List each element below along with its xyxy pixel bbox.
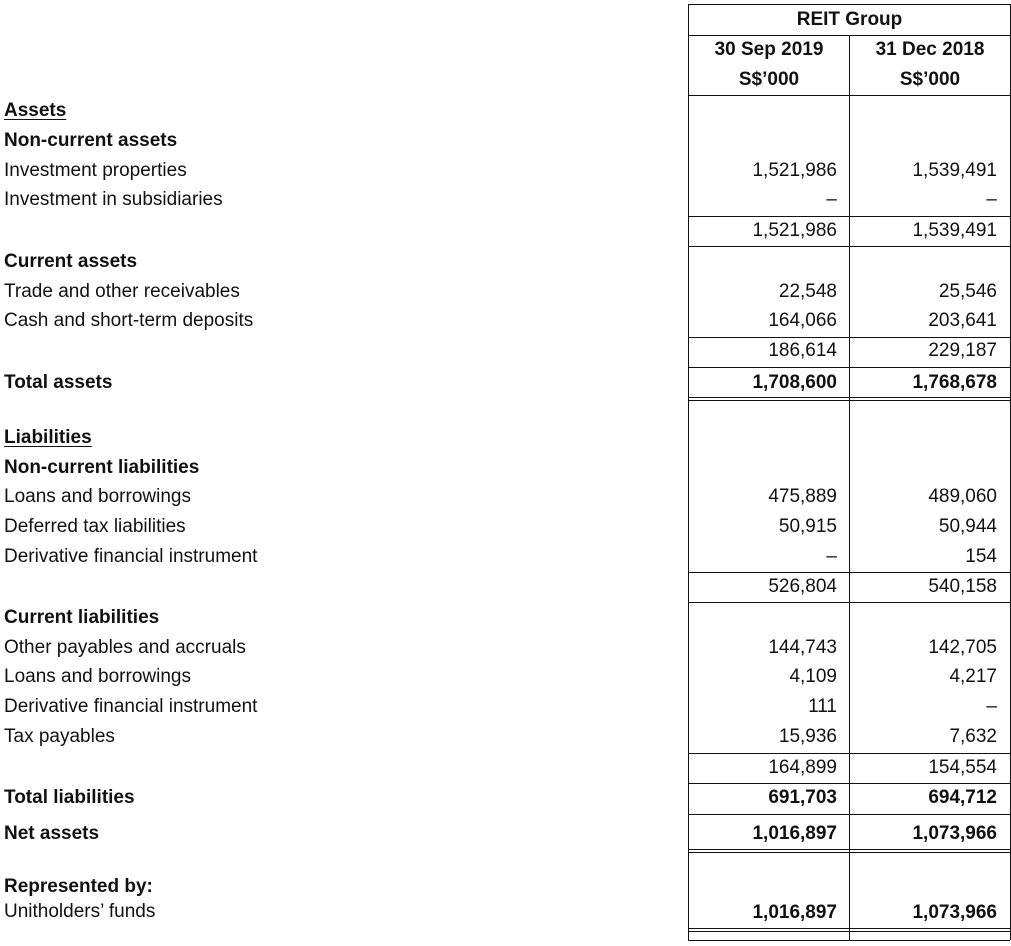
rule-noncurrent-assets-bottom [688, 246, 1010, 247]
other-payables-label: Other payables and accruals [4, 637, 246, 658]
investment-subsidiaries-value-2019: – [826, 189, 837, 210]
noncurrent-assets-subtotal-2019: 1,521,986 [752, 220, 837, 241]
tax-payables-value-2018: 7,632 [949, 726, 997, 747]
noncurrent-liabilities-subtotal-2018: 540,158 [928, 576, 997, 597]
current-assets-subtotal-2019: 186,614 [768, 340, 837, 361]
investment-properties-value-2019: 1,521,986 [752, 160, 837, 181]
assets-heading: Assets [4, 100, 67, 121]
unitholders-funds-value-2018: 1,073,966 [912, 902, 997, 923]
cash-deposits-value-2019: 164,066 [768, 310, 837, 331]
trade-receivables-value-2019: 22,548 [778, 281, 837, 302]
current-liabilities-subtotal-2019: 164,899 [768, 757, 837, 778]
total-assets-label: Total assets [4, 372, 113, 393]
total-assets-value-2018: 1,768,678 [912, 372, 997, 393]
deferred-tax-label: Deferred tax liabilities [4, 516, 186, 537]
derivative-current-label: Derivative financial instrument [4, 696, 258, 717]
cash-deposits-label: Cash and short-term deposits [4, 310, 254, 331]
loans-noncurrent-value-2019: 475,889 [768, 486, 837, 507]
derivative-noncurrent-label: Derivative financial instrument [4, 546, 258, 567]
derivative-current-value-2018: – [986, 696, 997, 717]
rule-noncurrent-liabilities-bottom [688, 602, 1010, 603]
total-liabilities-value-2018: 694,712 [928, 787, 997, 808]
rule-unitholders-double-1 [688, 928, 1010, 929]
rule-net-assets-double-2 [688, 852, 1010, 853]
noncurrent-liabilities-subtotal-2019: 526,804 [768, 576, 837, 597]
unitholders-funds-label: Unitholders’ funds [4, 901, 156, 922]
total-liabilities-value-2019: 691,703 [768, 787, 837, 808]
noncurrent-liabilities-heading: Non-current liabilities [4, 457, 200, 478]
rule-total-liabilities-bottom [688, 814, 1010, 815]
deferred-tax-value-2018: 50,944 [938, 516, 997, 537]
noncurrent-assets-subtotal-2018: 1,539,491 [912, 220, 997, 241]
header-bottom-rule [688, 95, 1010, 96]
total-liabilities-label: Total liabilities [4, 787, 135, 808]
col1-unit: S$’000 [738, 69, 800, 90]
loans-current-label: Loans and borrowings [4, 666, 191, 687]
net-assets-value-2018: 1,073,966 [912, 823, 997, 844]
derivative-noncurrent-value-2018: 154 [965, 546, 997, 567]
total-assets-value-2019: 1,708,600 [752, 372, 837, 393]
loans-noncurrent-value-2018: 489,060 [928, 486, 997, 507]
other-payables-value-2019: 144,743 [768, 637, 837, 658]
col1-date: 30 Sep 2019 [714, 39, 824, 60]
current-liabilities-subtotal-2018: 154,554 [928, 757, 997, 778]
rule-unitholders-double-2 [688, 931, 1010, 932]
net-assets-label: Net assets [4, 823, 100, 844]
tax-payables-label: Tax payables [4, 726, 115, 747]
derivative-noncurrent-value-2019: – [826, 546, 837, 567]
other-payables-value-2018: 142,705 [928, 637, 997, 658]
rule-total-assets-double-1 [688, 397, 1010, 398]
current-liabilities-heading: Current liabilities [4, 607, 160, 628]
investment-subsidiaries-value-2018: – [986, 189, 997, 210]
current-assets-heading: Current assets [4, 251, 138, 272]
group-title: REIT Group [796, 9, 903, 30]
col2-unit: S$’000 [899, 69, 961, 90]
tax-payables-value-2019: 15,936 [778, 726, 837, 747]
rule-total-assets-double-2 [688, 400, 1010, 401]
represented-by-heading: Represented by: [4, 876, 153, 897]
investment-properties-label: Investment properties [4, 160, 187, 181]
loans-noncurrent-label: Loans and borrowings [4, 486, 191, 507]
investment-properties-value-2018: 1,539,491 [912, 160, 997, 181]
cash-deposits-value-2018: 203,641 [928, 310, 997, 331]
investment-subsidiaries-label: Investment in subsidiaries [4, 189, 223, 210]
unitholders-funds-value-2019: 1,016,897 [752, 902, 837, 923]
rule-table-bottom [688, 940, 1010, 941]
noncurrent-assets-heading: Non-current assets [4, 130, 178, 151]
loans-current-value-2018: 4,217 [949, 666, 997, 687]
liabilities-heading: Liabilities [4, 427, 92, 448]
loans-current-value-2019: 4,109 [789, 666, 837, 687]
derivative-current-value-2019: 111 [808, 696, 837, 717]
current-assets-subtotal-2018: 229,187 [928, 340, 997, 361]
col2-date: 31 Dec 2018 [875, 39, 985, 60]
rule-net-assets-double-1 [688, 849, 1010, 850]
net-assets-value-2019: 1,016,897 [752, 823, 837, 844]
trade-receivables-value-2018: 25,546 [938, 281, 997, 302]
trade-receivables-label: Trade and other receivables [4, 281, 240, 302]
deferred-tax-value-2019: 50,915 [778, 516, 837, 537]
